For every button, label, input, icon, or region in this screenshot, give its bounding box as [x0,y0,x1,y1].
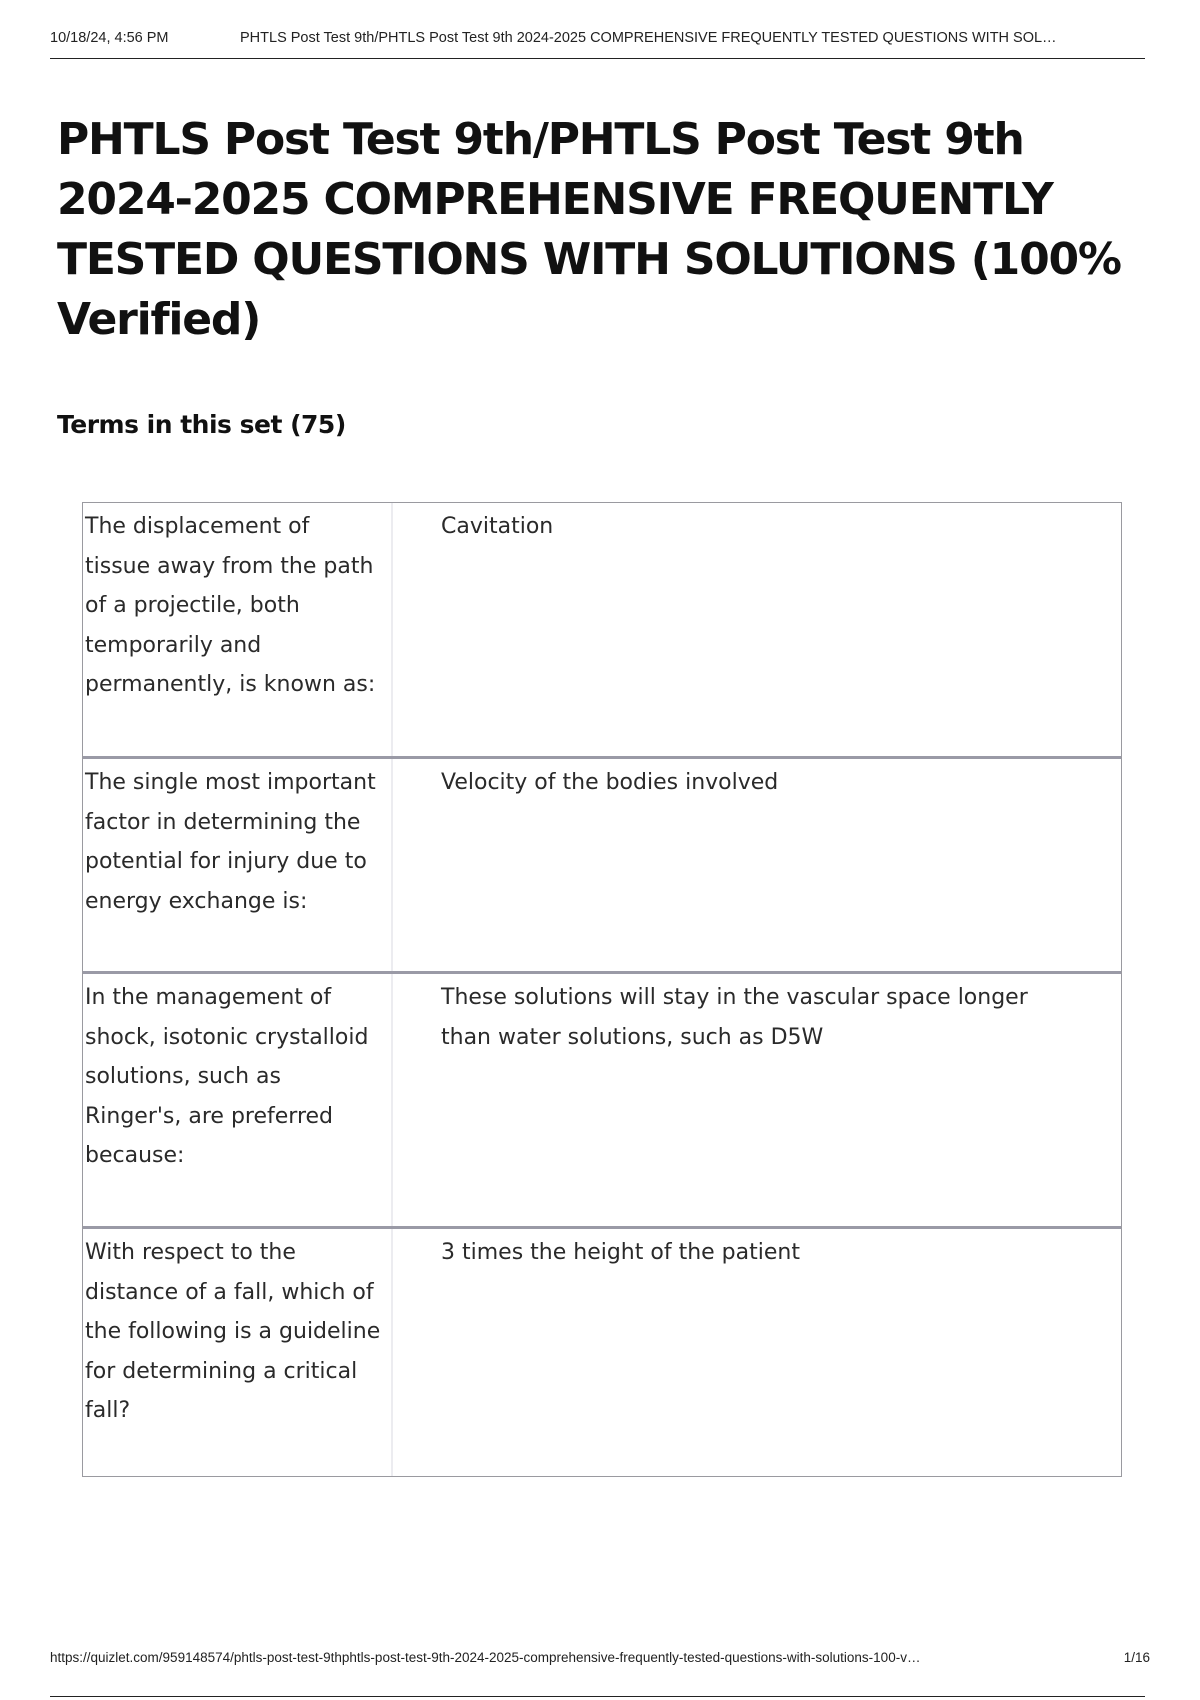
terms-table [82,502,1122,1477]
print-header [50,30,1145,59]
term-text: The single most important factor in determining the potential for injury due to energy exchange is: [83,759,393,971]
definition-text: Cavitation [441,514,554,539]
print-footer [50,1650,1150,1700]
footer-divider [50,1696,1145,1697]
definition-text: These solutions will stay in the vascular space longer than water solutions, such as D5W [441,985,1028,1050]
terms-count-heading: Terms in this set (75) [57,410,346,439]
definition-text: 3 times the height of the patient [441,1240,800,1265]
term-row [83,971,1121,1226]
page-url-link[interactable]: https://quizlet.com/959148574/phtls-post-test-9thphtls-post-test-9th-2024-2025-comprehensive-frequently-tested-questions-with-solutions-100-v… [50,1650,921,1665]
term-row [83,1226,1121,1476]
page-number: 1/16 [1123,1650,1150,1665]
definition-text: Velocity of the bodies involved [441,770,779,795]
term-text: In the management of shock, isotonic crystalloid solutions, such as Ringer's, are preferred because: [83,974,393,1226]
term-text: The displacement of tissue away from the path of a projectile, both temporarily and permanently, is known as: [83,503,393,756]
term-row [83,756,1121,971]
page-title: PHTLS Post Test 9th/PHTLS Post Test 9th 2024-2025 COMPREHENSIVE FREQUENTLY TESTED QUESTIONS WITH SOLUTIONS (100% Verified) [57,114,1121,345]
term-row [83,503,1121,756]
print-datetime: 10/18/24, 4:56 PM [50,30,169,46]
term-text: With respect to the distance of a fall, which of the following is a guideline for determining a critical fall? [83,1229,393,1476]
print-doc-title: PHTLS Post Test 9th/PHTLS Post Test 9th 2024-2025 COMPREHENSIVE FREQUENTLY TESTED QUESTIONS WITH SOL… [240,30,1057,46]
